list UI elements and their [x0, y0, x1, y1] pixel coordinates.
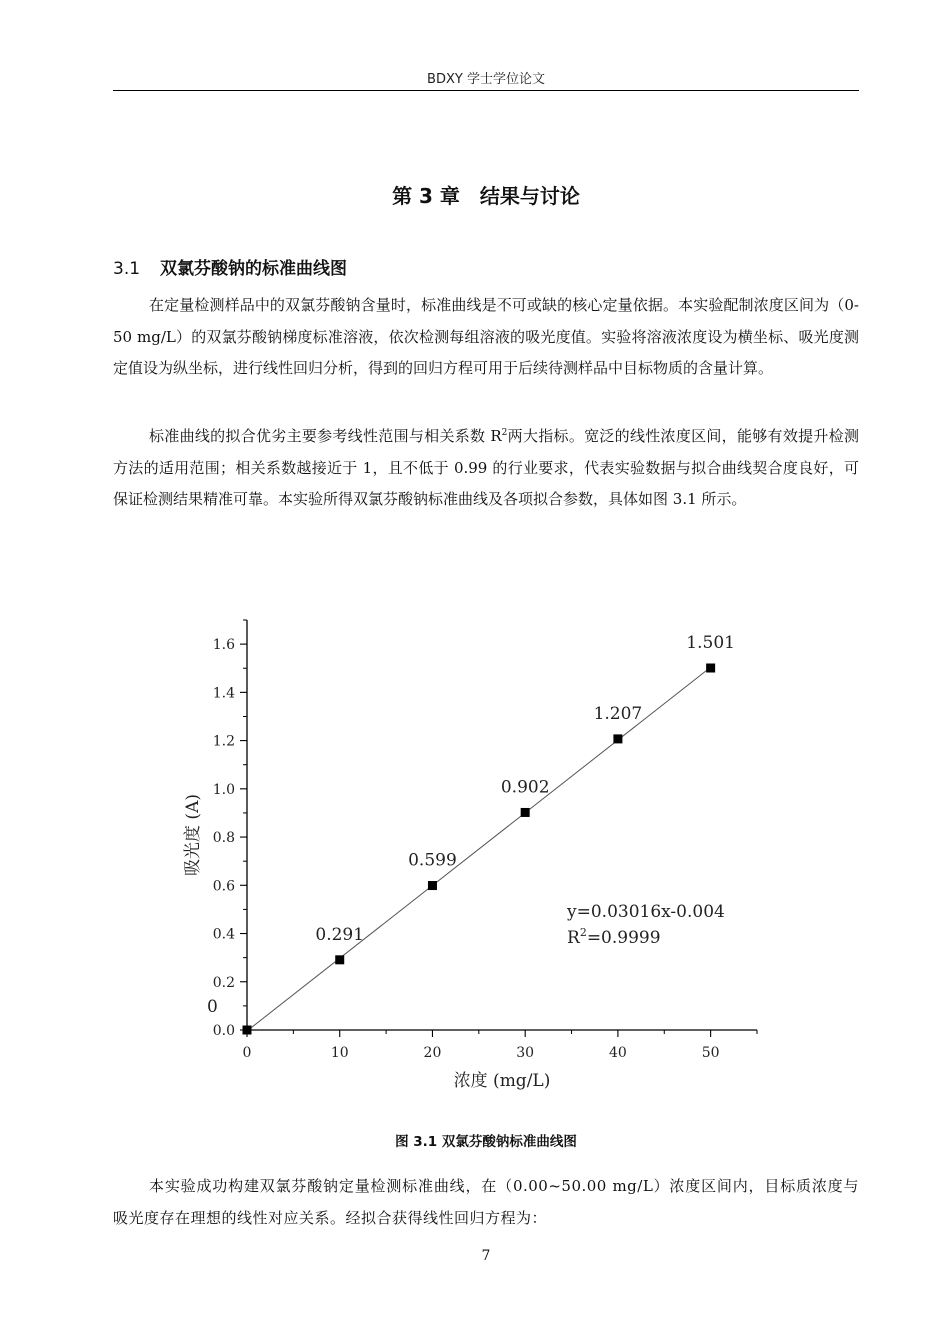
- paragraph-text: 标准曲线的拟合优劣主要参考线性范围与相关系数 R: [149, 427, 502, 445]
- y-tick-label: 0.4: [212, 926, 235, 943]
- paragraph-intro: 在定量检测样品中的双氯芬酸钠含量时，标准曲线是不可或缺的核心定量依据。本实验配制浓度区间为（0-50 mg/L）的双氯芬酸钠梯度标准溶液，依次检测每组溶液的吸光度值。实验将溶液浓度设为横坐标、吸光度测定值设为纵坐标，进行线性回归分析，得到的回归方程可用于后续待测样品中目标物质的含量计算。: [113, 296, 859, 377]
- data-point: [706, 663, 715, 672]
- superscript: 2: [501, 428, 508, 438]
- page-number: 7: [481, 1248, 491, 1264]
- figure-caption: 图 3.1 双氯芬酸钠标准曲线图: [395, 1134, 577, 1150]
- x-tick-label: 0: [242, 1045, 252, 1061]
- data-label: 1.501: [686, 632, 735, 653]
- y-tick-label: 0.6: [212, 878, 235, 895]
- data-label: 0.291: [315, 924, 365, 945]
- r-squared-value: =0.9999: [586, 928, 661, 948]
- x-tick-label: 20: [423, 1045, 442, 1061]
- y-tick-label: 1.2: [212, 733, 235, 750]
- y-tick-label: 0.2: [212, 974, 235, 991]
- y-axis-label: 吸光度 (A): [183, 794, 203, 876]
- paragraph-fit-criteria: [113, 421, 859, 516]
- data-label: 0: [207, 997, 218, 1017]
- data-point: [243, 1026, 252, 1035]
- r-squared-prefix: R: [567, 928, 580, 948]
- header-rule: [113, 90, 859, 91]
- data-label: 1.207: [593, 703, 643, 724]
- x-tick-label: 40: [608, 1045, 627, 1061]
- x-axis-label: 浓度 (mg/L): [453, 1071, 551, 1091]
- r-squared-label: [567, 926, 661, 948]
- data-point: [521, 808, 530, 817]
- x-tick-label: 50: [701, 1045, 720, 1061]
- regression-equation: y=0.03016x-0.004: [567, 902, 725, 922]
- y-tick-label: 0.0: [212, 1023, 235, 1039]
- x-tick-label: 30: [516, 1045, 535, 1061]
- y-tick-label: 0.8: [212, 830, 235, 847]
- y-tick-label: 1.6: [212, 637, 235, 654]
- standard-curve-chart: [150, 600, 790, 1100]
- running-header: BDXY 学士学位论文: [427, 72, 545, 87]
- r-squared-superscript: 2: [579, 926, 587, 939]
- data-point: [335, 955, 344, 964]
- section-heading: [113, 254, 347, 279]
- data-point: [428, 881, 437, 890]
- paragraph-text: 两大指标。宽泛的线性浓度区间，能够有效提升检测方法的适用范围；相关系数越接近于 1，且不低于 0.99 的行业要求，代表实验数据与拟合曲线契合度良好，可保证检测结果精准可靠。本实验所得双氯芬酸钠标准曲线及各项拟合参数，具体如图 3.1 所示。: [113, 427, 859, 508]
- data-label: 0.599: [408, 850, 457, 871]
- data-point: [613, 734, 622, 743]
- section-title: 双氯芬酸钠的标准曲线图: [160, 259, 348, 279]
- section-number: 3.1: [113, 259, 141, 279]
- y-tick-label: 1.0: [212, 781, 235, 798]
- chapter-title: 第 3 章 结果与讨论: [392, 184, 580, 208]
- y-tick-label: 1.4: [212, 685, 235, 702]
- data-label: 0.902: [500, 777, 550, 798]
- paragraph-conclusion: 本实验成功构建双氯芬酸钠定量检测标准曲线，在（0.00~50.00 mg/L）浓度区间内，目标质浓度与吸光度存在理想的线性对应关系。经拟合获得线性回归方程为：: [113, 1177, 859, 1227]
- x-tick-label: 10: [330, 1045, 349, 1061]
